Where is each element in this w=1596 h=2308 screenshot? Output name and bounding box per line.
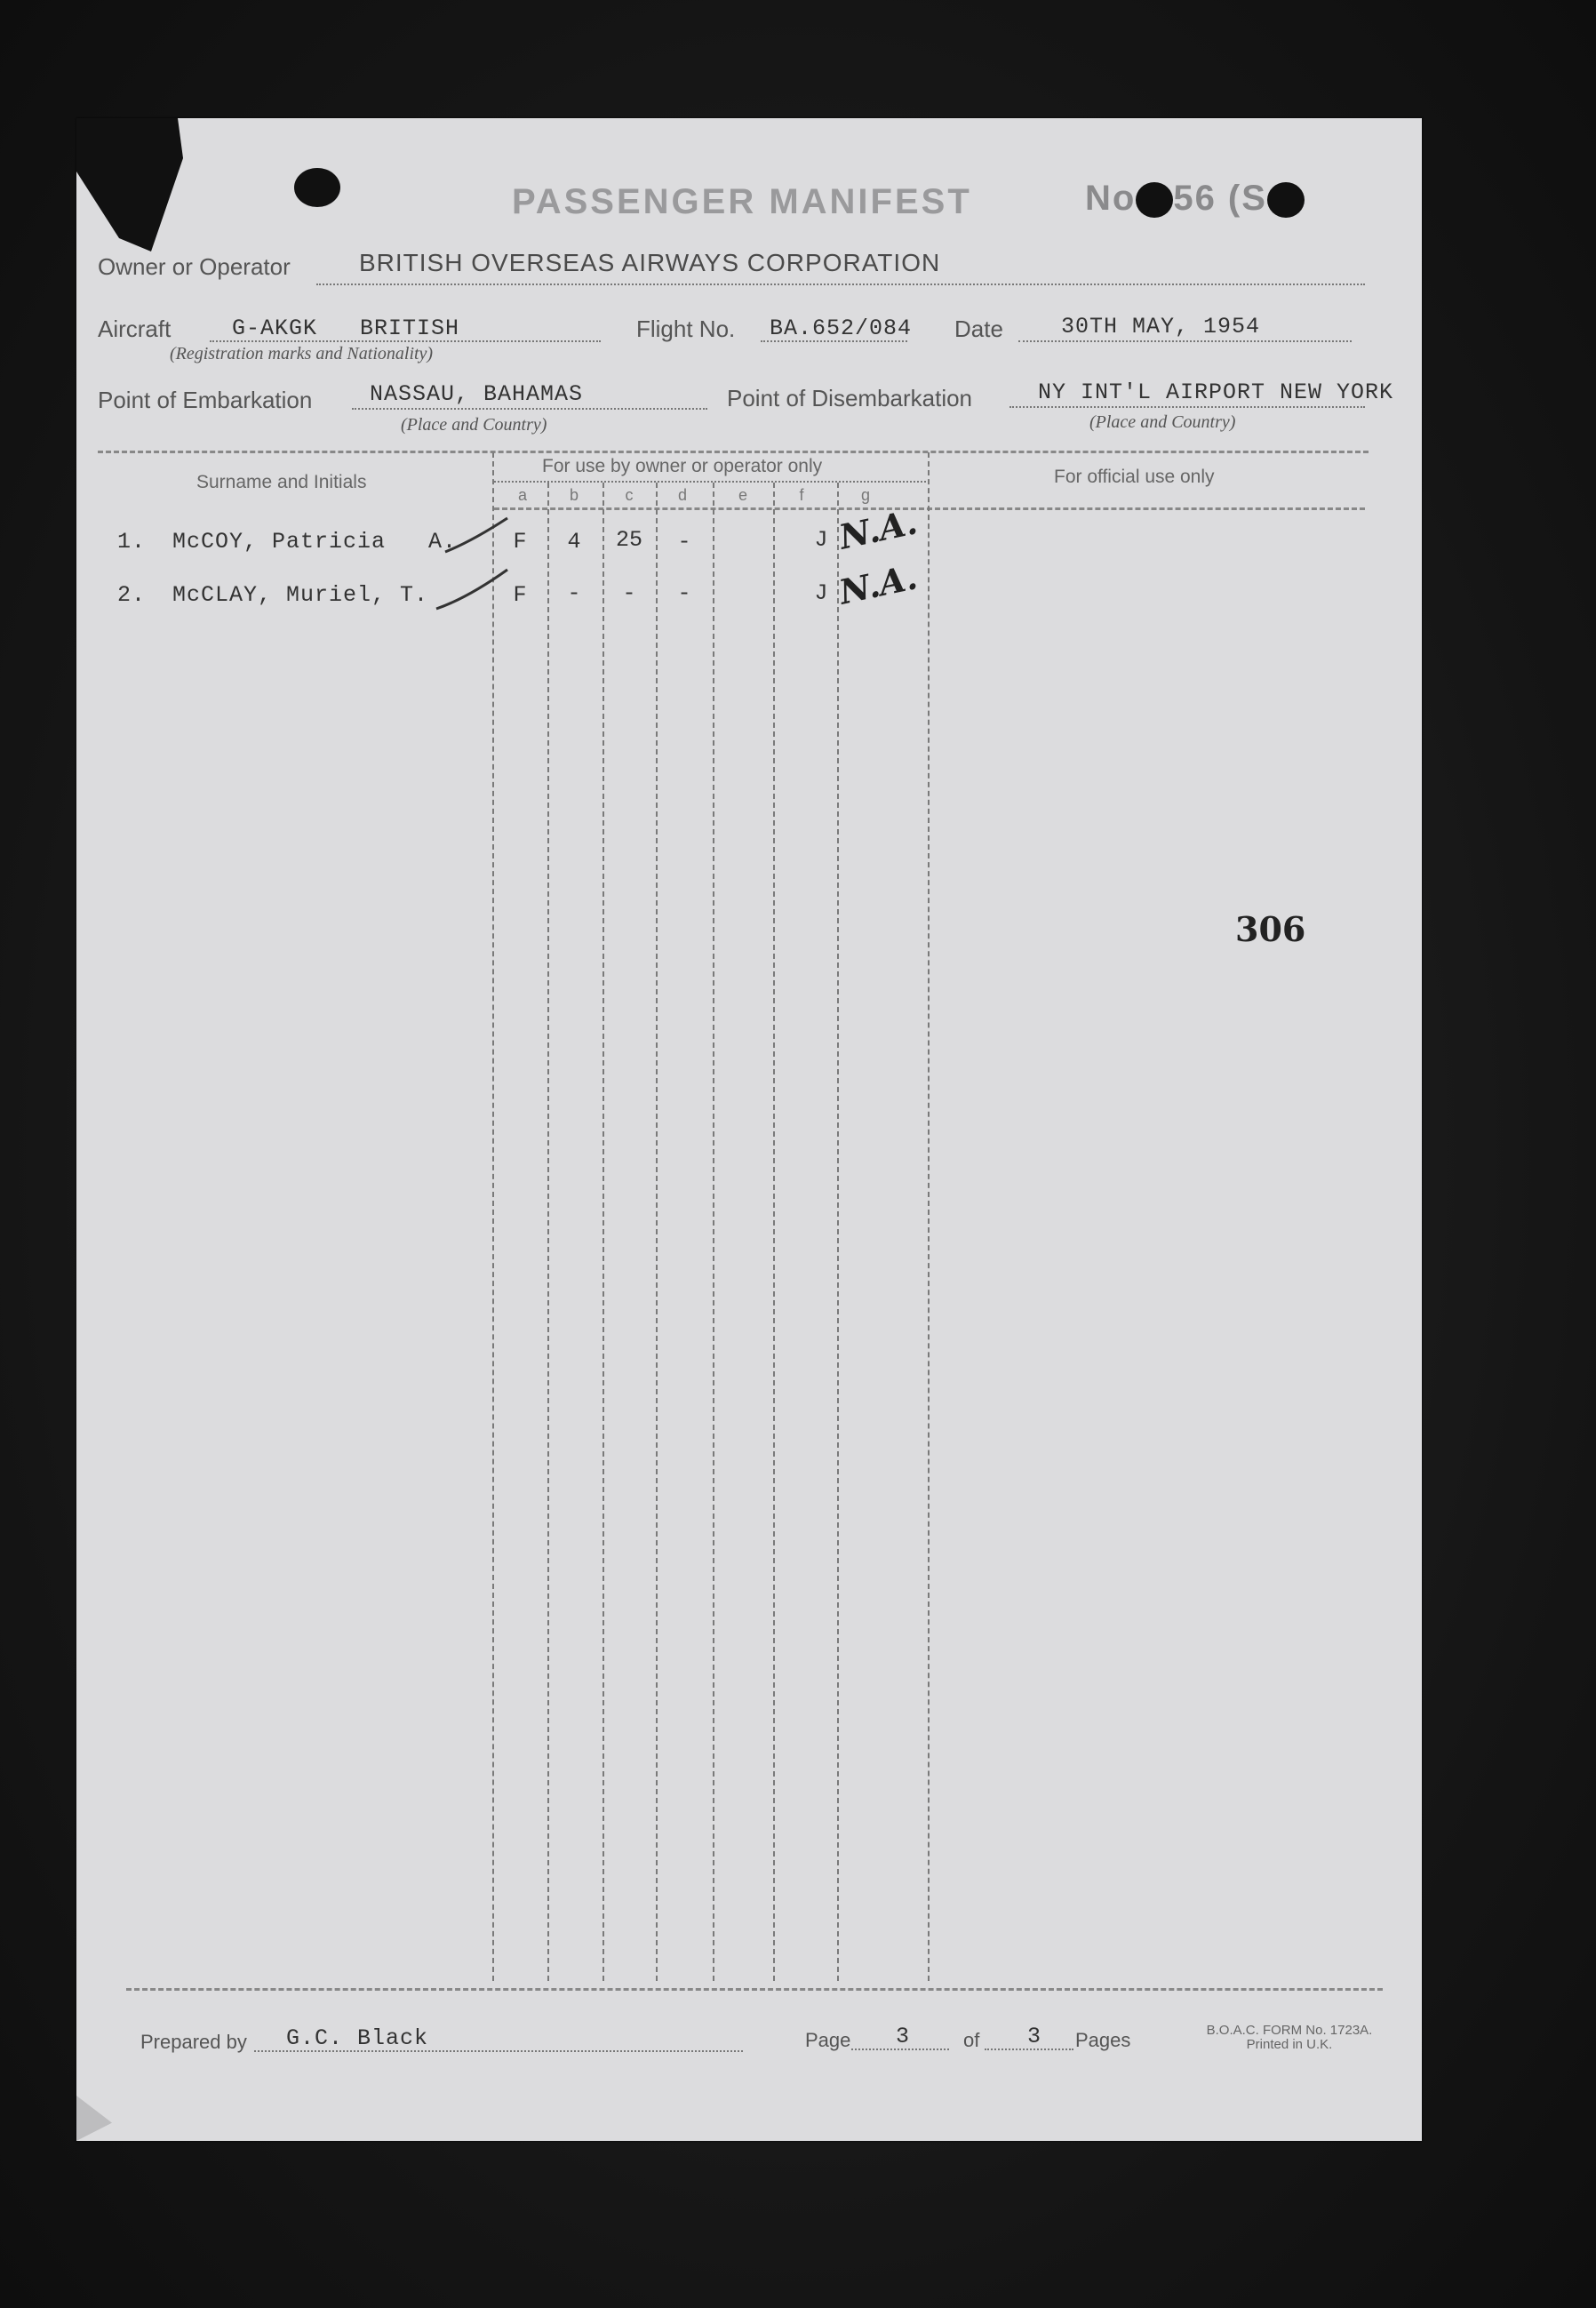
total-pages-underline — [985, 2048, 1073, 2050]
form-line-1: B.O.A.C. FORM No. 1723A. — [1206, 2023, 1373, 2038]
column-divider — [713, 483, 714, 1981]
column-header-f: f — [799, 486, 804, 504]
owner-underline — [316, 284, 1365, 285]
disembark-underline — [1009, 406, 1365, 408]
serial-blot-end — [1267, 182, 1305, 218]
serial-prefix: No — [1085, 179, 1137, 218]
cell-b: 4 — [567, 529, 581, 555]
date-underline — [1018, 340, 1352, 342]
page-underline — [851, 2048, 949, 2050]
embark-underline — [352, 408, 707, 410]
flight-label: Flight No. — [636, 315, 736, 342]
table-top-rule — [98, 451, 1369, 453]
header-bottom-rule — [494, 507, 1365, 510]
pages-label: Pages — [1075, 2029, 1131, 2051]
cell-c: 25 — [615, 527, 642, 553]
page-label: Page — [805, 2029, 851, 2051]
document-title: PASSENGER MANIFEST — [512, 182, 972, 221]
owner-value: BRITISH OVERSEAS AIRWAYS CORPORATION — [359, 249, 941, 276]
aircraft-value: G-AKGK BRITISH — [232, 315, 460, 341]
tick-mark — [441, 515, 512, 559]
column-header-d: d — [677, 486, 687, 504]
serial-blot — [1136, 182, 1173, 218]
disembark-label: Point of Disembarkation — [727, 385, 973, 411]
operator-column-header: For use by owner or operator only — [542, 456, 823, 476]
column-divider — [837, 483, 839, 1981]
cell-a: F — [513, 529, 527, 555]
column-divider — [773, 483, 775, 1981]
cell-g-handwritten: N.A. — [835, 556, 921, 612]
embark-caption: (Place and Country) — [401, 415, 547, 435]
table-row — [76, 556, 1422, 618]
aircraft-underline — [210, 340, 601, 342]
column-divider — [547, 483, 549, 1981]
column-divider — [492, 452, 494, 1981]
serial-number — [1085, 179, 1305, 219]
folded-corner — [76, 2096, 112, 2141]
column-header-a: a — [517, 486, 527, 504]
prepared-label: Prepared by — [140, 2031, 247, 2053]
aircraft-caption: (Registration marks and Nationality) — [170, 344, 434, 363]
serial-suffix: 56 (S — [1173, 179, 1267, 218]
total-pages-value: 3 — [1027, 2024, 1042, 2049]
disembark-caption: (Place and Country) — [1089, 412, 1236, 432]
column-header-e: e — [738, 486, 747, 504]
manifest-sheet — [76, 118, 1422, 2141]
prepared-underline — [254, 2050, 743, 2052]
column-header-c: c — [625, 486, 634, 504]
cell-f: J — [814, 580, 828, 606]
cell-c: - — [622, 580, 636, 606]
table-row — [76, 501, 1422, 564]
column-divider — [656, 483, 658, 1981]
prepared-value: G.C. Black — [286, 2025, 429, 2051]
row-number: 1. — [117, 529, 147, 555]
cell-b: - — [567, 580, 581, 606]
official-column-header: For official use only — [1054, 467, 1215, 487]
form-line-2: Printed in U.K. — [1246, 2037, 1333, 2052]
form-number — [1178, 2024, 1400, 2052]
cell-g-handwritten: N.A. — [835, 501, 921, 557]
column-header-g: g — [860, 486, 870, 504]
table-bottom-rule — [126, 1988, 1383, 1991]
name-column-header: Surname and Initials — [196, 472, 367, 492]
passenger-name: McCLAY, Muriel, T. — [172, 582, 429, 608]
official-number: 306 — [1235, 909, 1306, 949]
embark-value: NASSAU, BAHAMAS — [370, 381, 584, 407]
column-header-b: b — [569, 486, 579, 504]
passenger-name: McCOY, Patricia A. — [172, 529, 458, 555]
flight-value: BA.652/084 — [770, 315, 913, 341]
aircraft-label: Aircraft — [98, 315, 172, 342]
column-divider — [928, 452, 930, 1981]
date-value: 30TH MAY, 1954 — [1061, 314, 1261, 339]
tick-mark — [432, 566, 512, 616]
operator-header-rule — [494, 481, 930, 483]
cell-d: - — [677, 580, 691, 606]
embark-label: Point of Embarkation — [98, 387, 313, 413]
torn-corner — [76, 118, 183, 252]
flight-underline — [761, 340, 907, 342]
column-divider — [602, 483, 604, 1981]
owner-label: Owner or Operator — [98, 253, 291, 280]
cell-d: - — [677, 529, 691, 555]
cell-f: J — [814, 527, 828, 553]
row-number: 2. — [117, 582, 147, 608]
punch-hole — [294, 168, 340, 207]
date-label: Date — [954, 315, 1003, 342]
of-label: of — [963, 2029, 980, 2051]
cell-a: F — [513, 582, 527, 608]
disembark-value: NY INT'L AIRPORT NEW YORK — [1038, 379, 1394, 405]
page-value: 3 — [896, 2024, 911, 2049]
